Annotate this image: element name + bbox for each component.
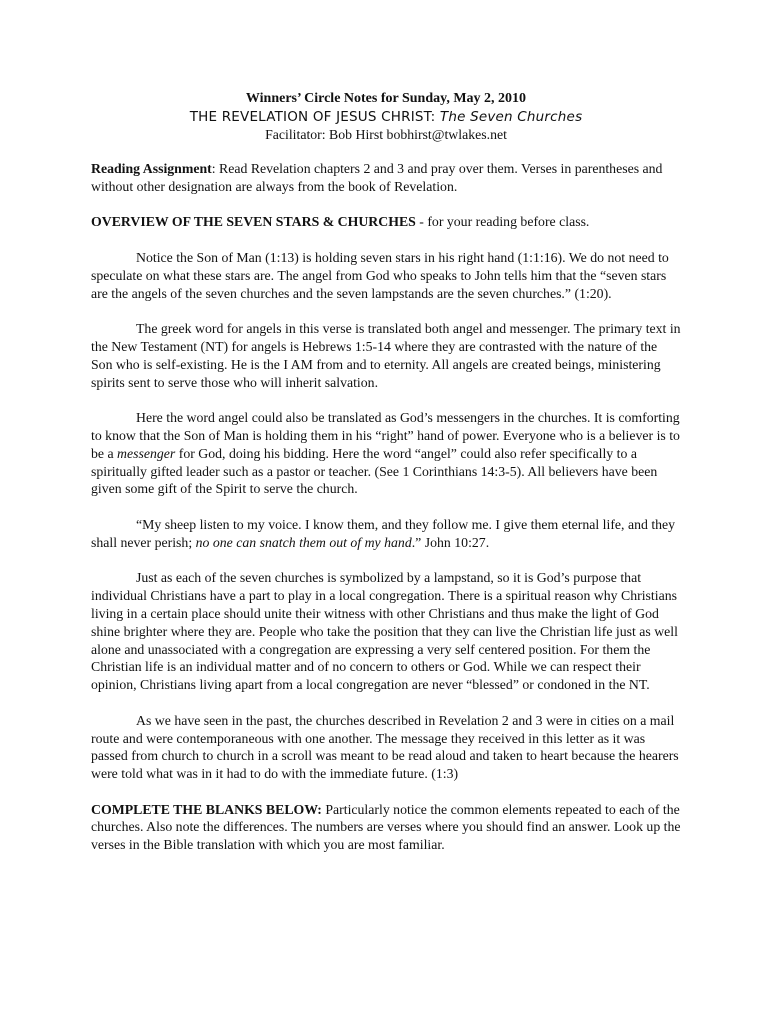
paragraph-messengers-em: messenger — [117, 445, 176, 461]
overview-heading — [91, 213, 681, 231]
paragraph-seven-stars: Notice the Son of Man (1:13) is holding seven stars in his right hand (1:1:16). We do not need to speculate on what these stars are. The angel from God who speaks to John tells him that the “seven stars are the angels of the seven churches and the seven lampstands are the seven churches.” (1:20). — [91, 249, 669, 301]
paragraph-john-quote-a: “My sheep listen to my voice. I know them, and they follow me. I give them eternal life, and they shall never perish; — [91, 516, 676, 550]
document-content — [91, 90, 681, 854]
series-title — [91, 108, 681, 126]
series-title-main: THE REVELATION OF JESUS CHRIST: — [189, 109, 436, 125]
overview-heading-title: OVERVIEW OF THE SEVEN STARS & CHURCHES — [91, 214, 416, 230]
paragraph-john-quote — [91, 516, 681, 552]
reading-assignment-label: Reading Assignment — [91, 161, 212, 176]
overview-heading-note: - for your reading before class. — [415, 214, 590, 230]
reading-assignment — [91, 160, 681, 196]
series-title-sub: The Seven Churches — [439, 109, 583, 125]
paragraph-messengers — [91, 409, 681, 498]
complete-blanks-heading: COMPLETE THE BLANKS BELOW: — [91, 801, 322, 817]
document-header — [91, 90, 681, 143]
paragraph-lampstand: Just as each of the seven churches is symbolized by a lampstand, so it is God’s purpose that individual Christians have a part to play in a local congregation. There is a spiritual reason why Christians living in a certain place should unite their witness with other Christians and thus make the light of God shine brighter where they are. People who take the position that they can live the Christian life just as well alone and unassociated with a congregation are expressing a very self centered position. For them the Christian life is an individual matter and of no concern to others or God. While we can respect their opinion, Christians living apart from a local congregation are never “blessed” or condoned in the NT. — [91, 570, 678, 693]
paragraph-john-quote-em: no one can snatch them out of my hand — [195, 534, 412, 550]
complete-blanks-section — [91, 801, 681, 854]
paragraph-messengers-b: for God, doing his bidding. Here the word “angel” could also refer specifically to a spiritually gifted leader such as a pastor or teacher. (See 1 Corinthians 14:3-5). All believers have been given some gift of the Spirit to serve the church. — [91, 445, 658, 497]
facilitator-line: Facilitator: Bob Hirst bobhirst@twlakes.net — [265, 127, 507, 142]
reading-assignment-text: : Read Revelation chapters 2 and 3 and pray over them. Verses in parentheses and without other designation are always from the book of Revelation. — [91, 161, 663, 194]
paragraph-angels: The greek word for angels in this verse is translated both angel and messenger. The primary text in the New Testament (NT) for angels is Hebrews 1:5-14 where they are contrasted with the nature of the Son who is self-existing. He is the I AM from and to eternity. All angels are created beings, ministering spirits sent to serve those who will inherit salvation. — [91, 321, 681, 390]
paragraph-john-quote-b: .” John 10:27. — [411, 534, 490, 550]
paragraph-messengers-a: Here the word angel could also be translated as God’s messengers in the churches. It is comforting to know that the Son of Man is holding them in his “right” hand of power. Everyone who is a believer is to be a — [91, 410, 680, 461]
notes-title: Winners’ Circle Notes for Sunday, May 2, 2010 — [245, 91, 527, 106]
paragraph-mail-route: As we have seen in the past, the churches described in Revelation 2 and 3 were in cities on a mail route and were contemporaneous with one another. The message they received in this letter as it was passed from church to church in a scroll was meant to be read aloud and taken to heart because the hearers were told what was in it had to do with the immediate future. (1:3) — [91, 712, 679, 782]
complete-blanks-text: Particularly notice the common elements repeated to each of the churches. Also note the differences. The numbers are verses where you should find an answer. Look up the verses in the Bible translation with which you are most familiar. — [91, 801, 681, 853]
